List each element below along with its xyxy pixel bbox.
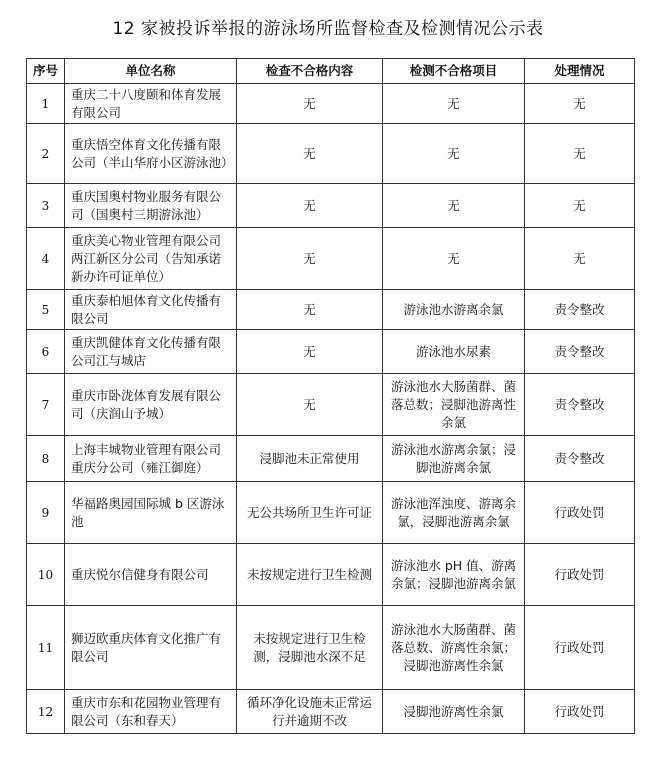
- row-name: 重庆市卧泷体育发展有限公司（庆润山予城）: [65, 374, 237, 436]
- row-inspection: 无公共场所卫生许可证: [237, 482, 383, 544]
- row-action: 责令整改: [525, 330, 635, 374]
- row-action: 责令整改: [525, 436, 635, 482]
- table-row: [27, 482, 635, 544]
- row-action: 无: [525, 124, 635, 184]
- row-testing: 无: [383, 84, 525, 124]
- row-action: 无: [525, 184, 635, 228]
- table-row: [27, 690, 635, 734]
- table-row: [27, 84, 635, 124]
- row-name: 重庆泰柏旭体育文化传播有限公司: [65, 290, 237, 330]
- table-row: [27, 290, 635, 330]
- row-action: 无: [525, 84, 635, 124]
- row-no: 5: [27, 290, 65, 330]
- row-inspection: 无: [237, 124, 383, 184]
- row-inspection: 无: [237, 330, 383, 374]
- header-inspection: 检查不合格内容: [237, 59, 383, 84]
- table-row: [27, 330, 635, 374]
- row-inspection: 无: [237, 374, 383, 436]
- row-inspection: 无: [237, 228, 383, 290]
- row-name: 重庆悟空体育文化传播有限公司（半山华府小区游泳池）: [65, 124, 237, 184]
- row-name: 狮迈欧重庆体育文化推广有限公司: [65, 606, 237, 690]
- row-no: 12: [27, 690, 65, 734]
- row-name: 重庆市东和花园物业管理有限公司（东和春天）: [65, 690, 237, 734]
- row-no: 4: [27, 228, 65, 290]
- row-inspection: 无: [237, 84, 383, 124]
- row-no: 8: [27, 436, 65, 482]
- row-testing: 游泳池水游离余氯；浸脚池游离余氯: [383, 436, 525, 482]
- table-row: [27, 544, 635, 606]
- row-testing: 游泳池水游离余氯: [383, 290, 525, 330]
- row-name: 重庆国奥村物业服务有限公司（国奥村三期游泳池）: [65, 184, 237, 228]
- row-action: 行政处罚: [525, 606, 635, 690]
- row-testing: 无: [383, 124, 525, 184]
- row-no: 1: [27, 84, 65, 124]
- page-title: 12 家被投诉举报的游泳场所监督检查及检测情况公示表: [112, 19, 544, 39]
- header-testing: 检测不合格项目: [383, 59, 525, 84]
- row-name: 重庆美心物业管理有限公司两江新区分公司（告知承诺新办许可证单位）: [65, 228, 237, 290]
- row-name: 重庆悦尔信健身有限公司: [65, 544, 237, 606]
- row-no: 2: [27, 124, 65, 184]
- header-name: 单位名称: [65, 59, 237, 84]
- row-action: 责令整改: [525, 374, 635, 436]
- row-inspection: 未按规定进行卫生检测，浸脚池水深不足: [237, 606, 383, 690]
- table-row: [27, 124, 635, 184]
- row-action: 责令整改: [525, 290, 635, 330]
- row-inspection: 无: [237, 184, 383, 228]
- row-action: 行政处罚: [525, 690, 635, 734]
- row-name: 重庆凯健体育文化传播有限公司江与城店: [65, 330, 237, 374]
- row-testing: 游泳池浑浊度、游离余氯，浸脚池游离余氯: [383, 482, 525, 544]
- table-row: [27, 374, 635, 436]
- row-inspection: 无: [237, 290, 383, 330]
- table-row: [27, 184, 635, 228]
- table-row: [27, 606, 635, 690]
- row-no: 9: [27, 482, 65, 544]
- row-no: 11: [27, 606, 65, 690]
- row-testing: 无: [383, 184, 525, 228]
- row-no: 6: [27, 330, 65, 374]
- header-action: 处理情况: [525, 59, 635, 84]
- row-testing: 浸脚池游离性余氯: [383, 690, 525, 734]
- row-inspection: 未按规定进行卫生检测: [237, 544, 383, 606]
- table-row: [27, 436, 635, 482]
- row-testing: 无: [383, 228, 525, 290]
- row-testing: 游泳池水尿素: [383, 330, 525, 374]
- row-name: 重庆二十八度颐和体育发展有限公司: [65, 84, 237, 124]
- table-header-row: [27, 59, 635, 84]
- row-name: 上海丰城物业管理有限公司重庆分公司（雍江御庭）: [65, 436, 237, 482]
- row-no: 3: [27, 184, 65, 228]
- row-name: 华福路奥园国际城 b 区游泳池: [65, 482, 237, 544]
- row-no: 10: [27, 544, 65, 606]
- row-inspection: 循环净化设施未正常运行并逾期不改: [237, 690, 383, 734]
- row-inspection: 浸脚池未正常使用: [237, 436, 383, 482]
- row-testing: 游泳池水 pH 值、游离余氯；浸脚池游离余氯: [383, 544, 525, 606]
- header-no: 序号: [27, 59, 65, 84]
- inspection-table: [26, 58, 635, 734]
- row-testing: 游泳池水大肠菌群、菌落总数；浸脚池游离性余氯: [383, 374, 525, 436]
- row-no: 7: [27, 374, 65, 436]
- row-action: 无: [525, 228, 635, 290]
- row-action: 行政处罚: [525, 544, 635, 606]
- row-action: 行政处罚: [525, 482, 635, 544]
- row-testing: 游泳池水大肠菌群、菌落总数、游离性余氯；浸脚池游离性余氯: [383, 606, 525, 690]
- table-row: [27, 228, 635, 290]
